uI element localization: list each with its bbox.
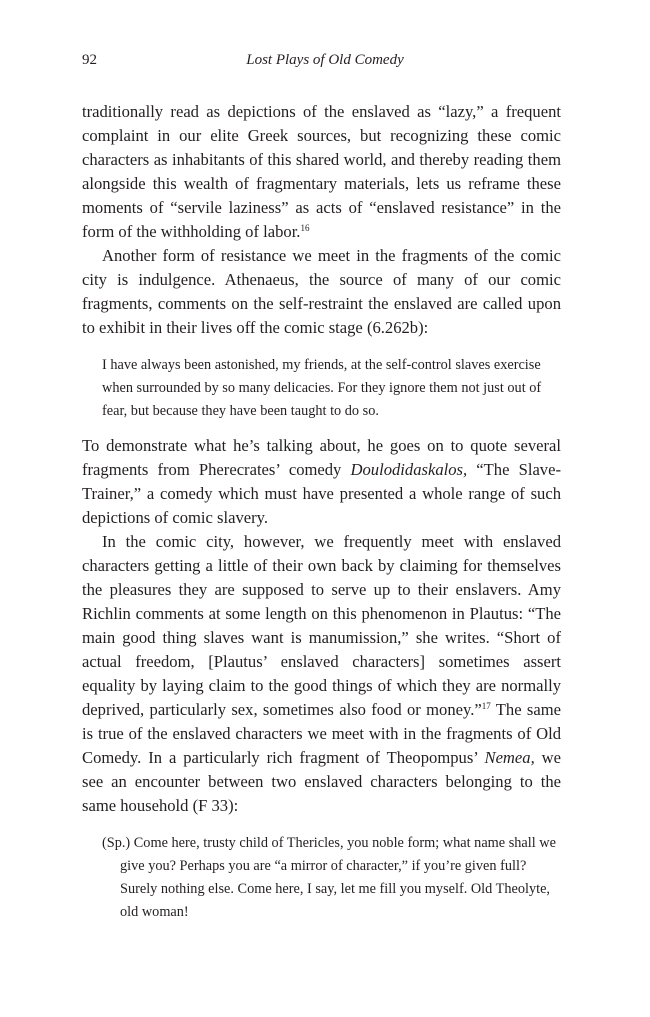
paragraph-1 (82, 100, 561, 244)
footnote-ref-16[interactable]: 16 (300, 223, 310, 233)
block-quote-athenaeus: I have always been astonished, my friends, at the self-control slaves exercise when surrounded by so many delicacies. For they ignore them not just out of fear, but because they have been taught to do so. (102, 357, 542, 419)
play-title-nemea: Nemea, (484, 748, 535, 768)
paragraph-3 (82, 434, 561, 530)
paragraph-4-text-after: we see an encounter between two enslaved characters belonging to the same household (F 33): (82, 748, 562, 816)
paragraph-3-text-before: To demonstrate what he’s talking about, he goes on to quote several fragments from Pherecrates’ comedy (82, 436, 561, 480)
paragraph-4-text-before: In the comic city, however, we frequently meet with enslaved characters getting a little of their own back by claiming for themselves the pleasures they are supposed to serve up to their enslavers. Amy Richlin comments at some length on this phenomenon in Plautus: “The main good thing slaves want is manumission,” she writes. “Short of actual freedom, [Plautus’ enslaved characters] sometimes assert equality by laying claim to the good things of which they are normally deprived, particularly sex, sometimes also food or money.” (82, 532, 561, 720)
footnote-ref-17[interactable]: 17 (481, 701, 491, 712)
block-quote-theopompus: (Sp.) Come here, trusty child of Thericles, you noble form; what name shall we give you? Perhaps you are “a mirror of character,” if you’re given full? Surely nothing else. Come here, I say, let me fill you myself. Old Theolyte, old woman! (102, 835, 556, 920)
page-number: 92 (82, 52, 97, 68)
paragraph-2: Another form of resistance we meet in the fragments of the comic city is indulgence. Athenaeus, the source of many of our comic fragments, comments on the self-restraint the enslaved are called upon to exhibit in their lives off the comic stage (6.262b): (82, 246, 561, 337)
body-text (82, 100, 561, 924)
running-head: Lost Plays of Old Comedy (246, 52, 404, 68)
paragraph-3-text-after: “The Slave-Trainer,” a comedy which must have presented a whole range of such depictions of comic slavery. (82, 460, 561, 528)
play-title-doulodidaskalos: Doulodidaskalos, (350, 460, 468, 480)
paragraph-4 (82, 530, 561, 818)
paragraph-4-text-middle: The same is true of the enslaved characters we meet with in the fragments of Old Comedy. In a particularly rich fragment of Theopompus’ (82, 700, 561, 768)
paragraph-1-text: traditionally read as depictions of the enslaved as “lazy,” a frequent complaint in our elite Greek sources, but recognizing these comic characters as inhabitants of this shared world, and thereby reading them alongside this wealth of fragmentary materials, lets us reframe these moments of “servile laziness” as acts of “enslaved resistance” in the form of the withholding of labor. (82, 102, 561, 241)
